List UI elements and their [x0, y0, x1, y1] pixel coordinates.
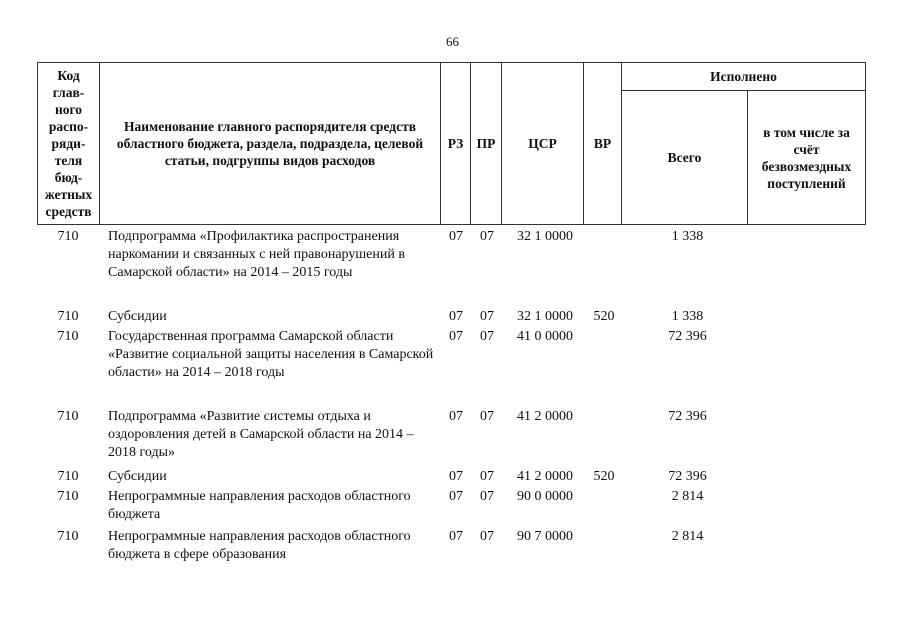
cell-total: 1 338: [671, 309, 704, 324]
cell-code: 710: [57, 329, 79, 344]
cell-csr: 90 0 0000: [517, 489, 573, 504]
header-code: Код глав- ного распо- ряди- теля бюд- жетных средств: [38, 63, 100, 225]
header-name: Наименование главного распорядителя средств областного бюджета, раздела, подраздела, целевой статьи, подгруппы видов расходов: [100, 63, 441, 225]
cell-pr: 07: [480, 489, 494, 504]
cell-csr: 41 2 0000: [517, 409, 573, 424]
header-pr: ПР: [471, 63, 502, 225]
cell-pr: 07: [480, 309, 494, 324]
cell-rz: 07: [449, 469, 463, 484]
cell-rz: 07: [449, 529, 463, 544]
cell-csr: 41 0 0000: [517, 329, 573, 344]
cell-name: Субсидии: [108, 469, 167, 484]
cell-pr: 07: [480, 529, 494, 544]
cell-rz: 07: [449, 309, 463, 324]
cell-name: Государственная программа Самарской области «Развитие социальной защиты населения в Самарской области» на 2014 – 2018 годы: [108, 329, 434, 380]
cell-rz: 07: [449, 489, 463, 504]
cell-pr: 07: [480, 469, 494, 484]
cell-total: 2 814: [671, 529, 704, 544]
cell-csr: 90 7 0000: [517, 529, 573, 544]
header-executed: Исполнено: [622, 63, 866, 91]
header-free: в том числе за счёт безвозмездных поступлений: [748, 91, 866, 225]
cell-csr: 32 1 0000: [517, 229, 573, 244]
header-rz: РЗ: [441, 63, 471, 225]
cell-pr: 07: [480, 329, 494, 344]
cell-code: 710: [57, 229, 79, 244]
cell-code: 710: [57, 309, 79, 324]
cell-code: 710: [57, 409, 79, 424]
cell-vr: 520: [593, 469, 615, 484]
cell-name: Субсидии: [108, 309, 167, 324]
header-total: Всего: [622, 91, 748, 225]
cell-csr: 41 2 0000: [517, 469, 573, 484]
cell-name: Подпрограмма «Профилактика распространения наркомании и связанных с ней правонарушений в Самарской области» на 2014 – 2015 годы: [108, 229, 405, 280]
cell-name: Непрограммные направления расходов областного бюджета в сфере образования: [108, 529, 411, 562]
page-number: 66: [446, 34, 459, 49]
cell-csr: 32 1 0000: [517, 309, 573, 324]
cell-name: Подпрограмма «Развитие системы отдыха и оздоровления детей в Самарской области на 2014 – 2018 годы»: [108, 409, 414, 460]
cell-code: 710: [57, 529, 79, 544]
cell-total: 2 814: [671, 489, 704, 504]
header-vr: ВР: [584, 63, 622, 225]
cell-rz: 07: [449, 229, 463, 244]
cell-total: 72 396: [668, 329, 707, 344]
cell-pr: 07: [480, 409, 494, 424]
header-csr: ЦСР: [502, 63, 584, 225]
cell-code: 710: [57, 489, 79, 504]
cell-name: Непрограммные направления расходов областного бюджета: [108, 489, 411, 522]
cell-rz: 07: [449, 409, 463, 424]
cell-code: 710: [57, 469, 79, 484]
table-header: [37, 62, 866, 225]
cell-rz: 07: [449, 329, 463, 344]
cell-total: 72 396: [668, 469, 707, 484]
cell-vr: 520: [593, 309, 615, 324]
cell-total: 1 338: [671, 229, 704, 244]
cell-total: 72 396: [668, 409, 707, 424]
cell-pr: 07: [480, 229, 494, 244]
